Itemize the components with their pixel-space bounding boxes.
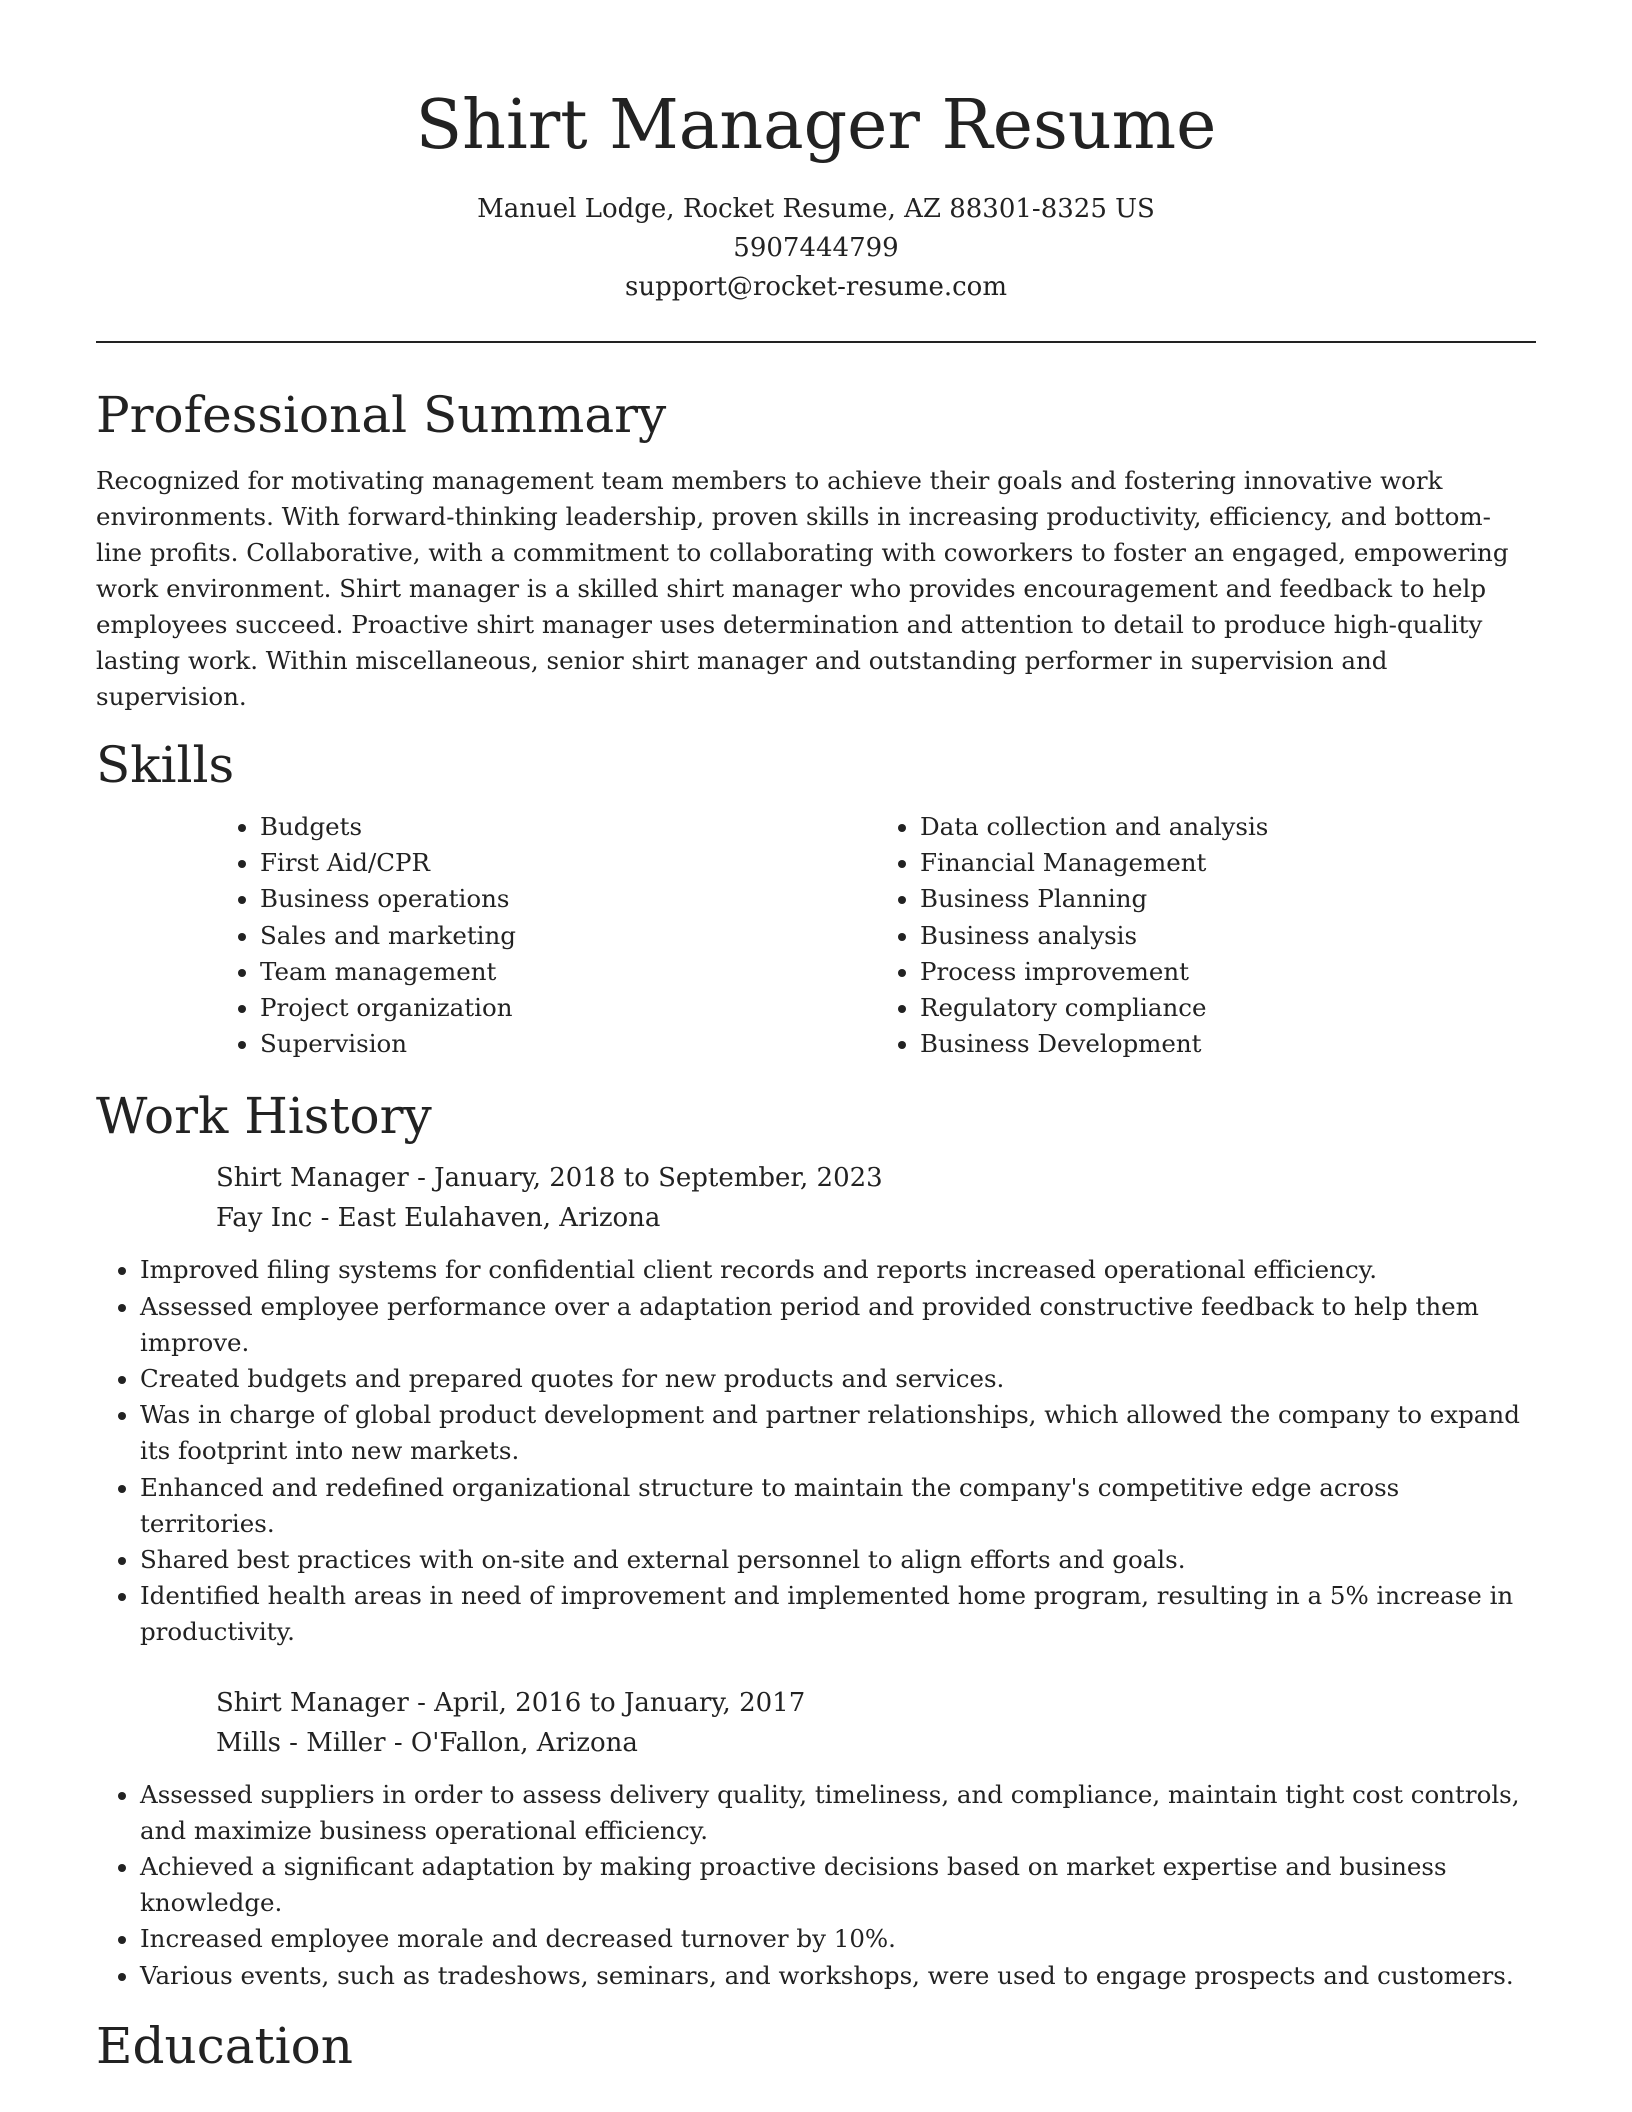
- skills-list: [216, 809, 1536, 1062]
- skill-item: • Business analysis: [920, 918, 1536, 954]
- education-heading: Education: [96, 2016, 353, 2075]
- skill-item: • Process improvement: [920, 954, 1536, 990]
- job-bullet: • Assessed suppliers in order to assess delivery quality, timeliness, and compliance, maintain tight cost controls, and maximize business operational efficiency.: [140, 1777, 1536, 1849]
- job-bullets: [96, 1252, 1536, 1650]
- summary-heading: Professional Summary: [96, 386, 667, 444]
- skill-item: • Business operations: [260, 881, 876, 917]
- skill-item: • Sales and marketing: [260, 918, 876, 954]
- contact-address: Manuel Lodge, Rocket Resume, AZ 88301-8325 US: [477, 194, 1155, 224]
- job-bullet: • Enhanced and redefined organizational structure to maintain the company's competitive edge across territories.: [140, 1470, 1536, 1542]
- resume-header: [96, 0, 1536, 307]
- skill-item: • Regulatory compliance: [920, 990, 1536, 1026]
- skill-item: • Budgets: [260, 809, 876, 845]
- job-title-dates: Shirt Manager - April, 2016 to January, 2017: [216, 1687, 806, 1718]
- job-bullets: [96, 1777, 1536, 1994]
- skill-item: • Business Planning: [920, 881, 1536, 917]
- resume-title: Shirt Manager Resume: [415, 86, 1217, 165]
- job-bullet: • Was in charge of global product development and partner relationships, which allowed the company to expand its footprint into new markets.: [140, 1397, 1536, 1469]
- job-bullet: • Assessed employee performance over a adaptation period and provided constructive feedback to help them improve.: [140, 1289, 1536, 1361]
- skill-item: • Supervision: [260, 1026, 876, 1062]
- job-bullet: • Shared best practices with on-site and external personnel to align efforts and goals.: [140, 1542, 1536, 1578]
- skill-item: • Financial Management: [920, 845, 1536, 881]
- header-divider: [96, 341, 1536, 343]
- job-bullet: • Achieved a significant adaptation by making proactive decisions based on market expertise and business knowledge.: [140, 1849, 1536, 1921]
- job-bullet: • Improved filing systems for confidential client records and reports increased operational efficiency.: [140, 1252, 1536, 1288]
- summary-text: Recognized for motivating management team members to achieve their goals and fostering innovative work environments. With forward-thinking leadership, proven skills in increasing productivity, efficiency, and bottom-line profits. Collaborative, with a commitment to collaborating with coworkers to foster an engaged, empowering work environment. Shirt manager is a skilled shirt manager who provides encouragement and feedback to help employees succeed. Proactive shirt manager uses determination and attention to detail to produce high-quality lasting work. Within miscellaneous, senior shirt manager and outstanding performer in supervision and supervision.: [96, 466, 1509, 711]
- job-entry: [216, 1683, 1536, 1763]
- contact-email: support@rocket-resume.com: [624, 272, 1007, 302]
- job-bullet: • Various events, such as tradeshows, seminars, and workshops, were used to engage prospects and customers.: [140, 1958, 1536, 1994]
- contact-block: [96, 190, 1536, 307]
- skills-column-right: [876, 809, 1536, 1062]
- job-company-location: Mills - Miller - O'Fallon, Arizona: [216, 1727, 638, 1758]
- job-entry: [216, 1158, 1536, 1238]
- resume-page: [96, 0, 1536, 2076]
- skill-item: • Data collection and analysis: [920, 809, 1536, 845]
- job-bullet: • Increased employee morale and decreased turnover by 10%.: [140, 1921, 1536, 1957]
- skill-item: • Team management: [260, 954, 876, 990]
- job-bullet: • Identified health areas in need of improvement and implemented home program, resulting in a 5% increase in productivity.: [140, 1578, 1536, 1650]
- job-company-location: Fay Inc - East Eulahaven, Arizona: [216, 1203, 661, 1234]
- contact-phone: 5907444799: [733, 233, 899, 263]
- skill-item: • Business Development: [920, 1026, 1536, 1062]
- skill-item: • Project organization: [260, 990, 876, 1026]
- skills-column-left: [216, 809, 876, 1062]
- job-title-dates: Shirt Manager - January, 2018 to September, 2023: [216, 1163, 883, 1194]
- skills-heading: Skills: [96, 736, 235, 794]
- job-bullet: • Created budgets and prepared quotes for new products and services.: [140, 1361, 1536, 1397]
- work-history-heading: Work History: [96, 1087, 432, 1146]
- skill-item: • First Aid/CPR: [260, 845, 876, 881]
